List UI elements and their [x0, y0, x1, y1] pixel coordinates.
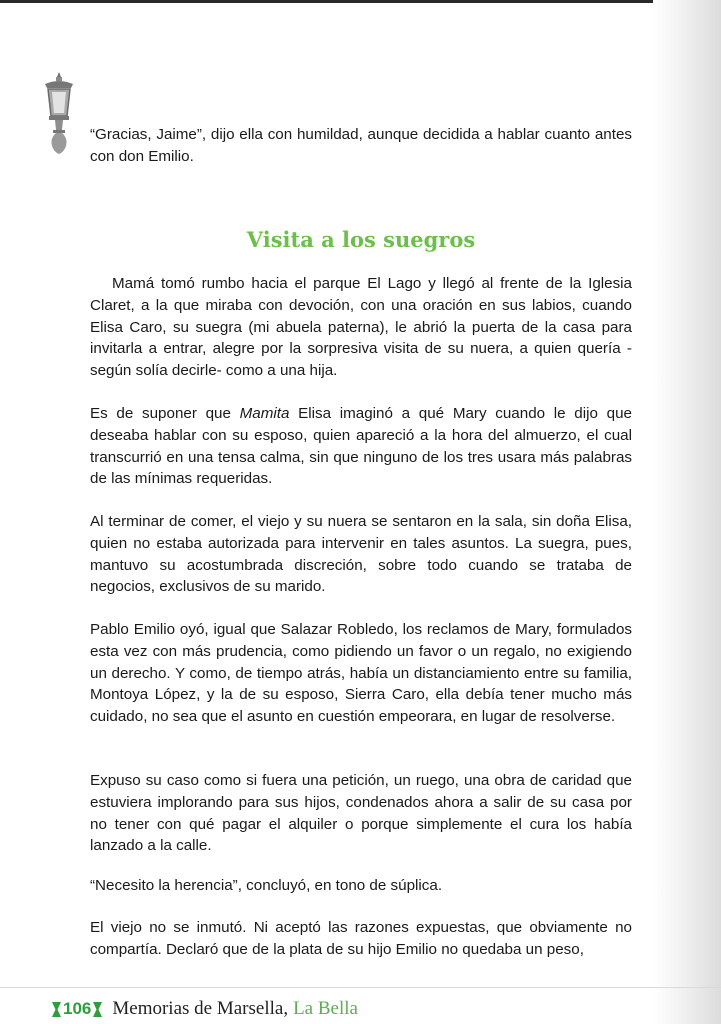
paragraph-3: Al terminar de comer, el viejo y su nuera se sentaron en la sala, sin doña Elisa, quien no estaba autorizada para intervenir en tales asuntos. La suegra, pues, mantuvo su acostumbrada discreción, sobre todo cuando se trataba de negocios, exclusivos de su marido.	[90, 513, 632, 596]
paragraph-7: El viejo no se inmutó. Ni aceptó las razones expuestas, que obviamente no compartía. Declaró que de la plata de su hijo Emilio no quedaba un peso,	[90, 919, 632, 958]
section-heading: Visita a los suegros	[246, 227, 476, 252]
street-lamp-icon	[40, 72, 78, 158]
paragraph-5: Expuso su caso como si fuera una petición, un ruego, una obra de caridad que estuviera implorando para sus hijos, condenados ahora a salir de su casa por no tener con qué pagar el alquiler o porque simplemente el cura los había lanzado a la calle.	[90, 772, 632, 855]
page-number: 106	[63, 999, 92, 1018]
paragraph-6: “Necesito la herencia”, concluyó, en tono de súplica.	[90, 877, 443, 894]
bowtie-ornament-icon	[93, 1002, 102, 1017]
paragraph-4: Pablo Emilio oyó, igual que Salazar Robledo, los reclamos de Mary, formulados esta vez con más prudencia, como pidiendo un favor o un regalo, no exigiendo un derecho. Y como, de tiempo atrás, había un distanciamiento entre su familia, Montoya López, y la de su esposo, Sierra Caro, ella debía tener mucho más cuidado, no sea que el asunto en cuestión empeorara, en lugar de resolverse.	[90, 621, 632, 726]
page-edge-shadow	[653, 0, 721, 1024]
paragraph-1: Mamá tomó rumbo hacia el parque El Lago y llegó al frente de la Iglesia Claret, a la que miraba con devoción, con una oración en sus labios, cuando Elisa Caro, su suegra (mi abuela paterna), le abrió la puerta de la casa para invitarla a entrar, alegre por la sorpresiva visita de su nuera, a quien quería -según solía decirle- como a una hija.	[90, 275, 632, 380]
paragraph-2-italic: Mamita	[239, 405, 290, 422]
book-title: Memorias de Marsella,	[112, 998, 289, 1019]
paragraph-2-after: Elisa imaginó a qué Mary cuando le dijo que deseaba hablar con su esposo, quien apareció a la hora del almuerzo, el cual transcurrió en una tensa calma, sin que ninguno de los tres usara más palabras de las mínimas requeridas.	[90, 405, 632, 488]
bowtie-ornament-icon	[52, 1002, 61, 1017]
paragraph-intro: “Gracias, Jaime”, dijo ella con humildad, aunque decidida a hablar cuanto antes con don Emilio.	[90, 126, 632, 165]
paragraph-2	[90, 403, 632, 490]
paragraph-2-before: Es de suponer que	[90, 405, 240, 422]
page-footer	[52, 996, 358, 1022]
book-subtitle: La Bella	[293, 998, 358, 1019]
footer-divider	[0, 987, 721, 988]
top-border	[0, 0, 721, 3]
